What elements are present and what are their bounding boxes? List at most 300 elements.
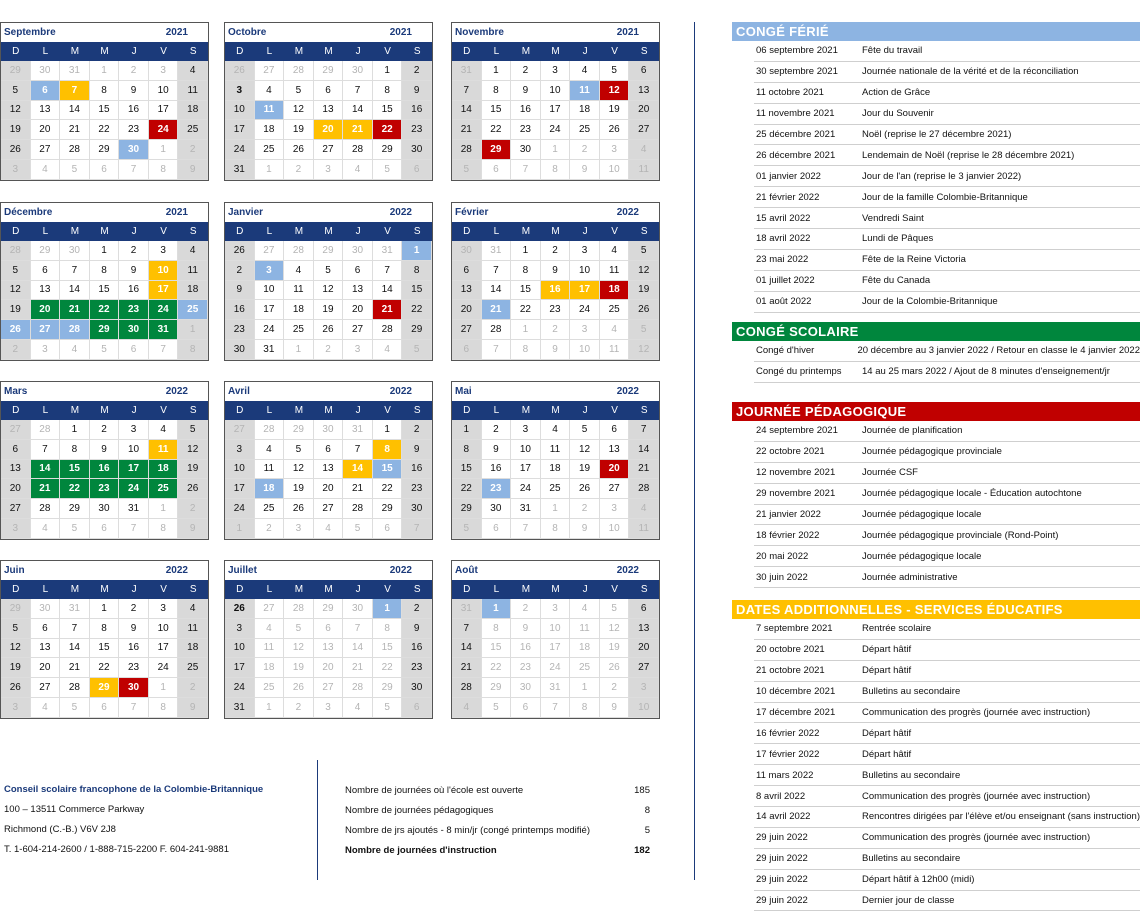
day-cell: 23 bbox=[482, 479, 512, 499]
day-cell: 3 bbox=[1, 160, 31, 180]
day-cell: 31 bbox=[452, 61, 482, 81]
day-cell: 6 bbox=[373, 519, 403, 539]
day-cell: 13 bbox=[31, 639, 61, 659]
month-calendar bbox=[451, 202, 660, 361]
legend-date: 30 juin 2022 bbox=[756, 571, 808, 583]
day-cell: 14 bbox=[31, 460, 61, 480]
legend-date: 17 février 2022 bbox=[756, 748, 820, 760]
day-cell: 9 bbox=[225, 281, 255, 301]
day-cell: 11 bbox=[255, 101, 285, 121]
weekday-label: L bbox=[266, 584, 273, 595]
day-cell: 24 bbox=[119, 479, 149, 499]
weekday-label: D bbox=[12, 46, 20, 57]
month-header bbox=[225, 561, 432, 580]
day-cell: 18 bbox=[149, 460, 179, 480]
day-cell: 19 bbox=[600, 101, 630, 121]
legend-date: 25 décembre 2021 bbox=[756, 129, 836, 140]
legend-row bbox=[754, 505, 1140, 526]
legend-date: 22 octobre 2021 bbox=[756, 446, 825, 458]
day-cell: 4 bbox=[452, 698, 482, 718]
weekday-label: V bbox=[160, 226, 167, 237]
legend-description: Journée pédagogique provinciale (Rond-Point) bbox=[862, 529, 1059, 541]
day-cell: 13 bbox=[629, 81, 659, 101]
weekday-label: M bbox=[521, 46, 531, 57]
day-cell: 28 bbox=[373, 320, 403, 340]
day-cell: 13 bbox=[452, 281, 482, 301]
weekday-label: D bbox=[463, 584, 471, 595]
day-cell: 6 bbox=[600, 420, 630, 440]
day-cell: 11 bbox=[600, 340, 630, 360]
day-grid bbox=[225, 599, 432, 718]
day-cell: 7 bbox=[149, 340, 179, 360]
day-cell: 5 bbox=[284, 440, 314, 460]
day-cell: 2 bbox=[284, 160, 314, 180]
day-cell: 2 bbox=[119, 599, 149, 619]
weekday-label: D bbox=[12, 584, 20, 595]
address-line-1: 100 – 13511 Commerce Parkway bbox=[4, 804, 145, 815]
weekday-header-row bbox=[225, 580, 432, 599]
day-cell: 20 bbox=[452, 300, 482, 320]
day-cell: 17 bbox=[511, 460, 541, 480]
day-cell: 26 bbox=[284, 678, 314, 698]
weekday-header-row bbox=[225, 222, 432, 241]
day-cell: 18 bbox=[255, 479, 285, 499]
day-cell: 20 bbox=[31, 120, 61, 140]
day-cell: 27 bbox=[1, 499, 31, 519]
weekday-label: L bbox=[266, 226, 273, 237]
day-cell: 21 bbox=[60, 120, 90, 140]
weekday-header-row bbox=[452, 401, 659, 420]
day-cell: 25 bbox=[255, 678, 285, 698]
day-cell: 22 bbox=[373, 120, 403, 140]
legend-date: 14 avril 2022 bbox=[756, 811, 811, 823]
legend-row bbox=[754, 463, 1140, 484]
vertical-divider bbox=[694, 22, 695, 880]
day-cell: 27 bbox=[31, 320, 61, 340]
day-cell: 20 bbox=[629, 101, 659, 121]
day-cell: 3 bbox=[225, 440, 255, 460]
day-cell: 8 bbox=[373, 440, 403, 460]
day-cell: 27 bbox=[255, 61, 285, 81]
day-cell: 16 bbox=[119, 101, 149, 121]
day-cell: 1 bbox=[482, 599, 512, 619]
weekday-label: S bbox=[413, 405, 421, 416]
day-cell: 5 bbox=[600, 599, 630, 619]
weekday-label: D bbox=[12, 405, 20, 416]
day-cell: 6 bbox=[314, 619, 344, 639]
legend-row bbox=[754, 125, 1140, 146]
legend-date: 11 novembre 2021 bbox=[756, 108, 835, 120]
weekday-label: J bbox=[131, 226, 137, 237]
legend-description: Journée de planification bbox=[862, 425, 963, 437]
day-cell: 13 bbox=[1, 460, 31, 480]
day-cell: 18 bbox=[178, 639, 208, 659]
day-cell: 28 bbox=[31, 420, 61, 440]
day-cell: 10 bbox=[255, 281, 285, 301]
day-cell: 8 bbox=[373, 81, 403, 101]
day-cell: 5 bbox=[482, 698, 512, 718]
stat-row bbox=[345, 820, 650, 840]
day-cell: 7 bbox=[343, 81, 373, 101]
day-cell: 17 bbox=[225, 120, 255, 140]
legend-description: Départ hâtif bbox=[862, 748, 912, 760]
weekday-label: M bbox=[100, 405, 109, 416]
day-cell: 16 bbox=[482, 460, 512, 480]
day-cell: 23 bbox=[119, 300, 149, 320]
day-cell: 9 bbox=[570, 160, 600, 180]
weekday-label: V bbox=[611, 226, 618, 237]
day-cell: 26 bbox=[314, 320, 344, 340]
day-cell: 19 bbox=[600, 639, 630, 659]
day-cell: 28 bbox=[629, 479, 659, 499]
day-cell: 7 bbox=[119, 698, 149, 718]
month-calendar bbox=[0, 22, 209, 181]
day-cell: 7 bbox=[119, 160, 149, 180]
day-cell: 8 bbox=[90, 261, 120, 281]
day-cell: 26 bbox=[629, 300, 659, 320]
legend-description: Fête du Canada bbox=[862, 275, 931, 287]
day-cell: 14 bbox=[452, 639, 482, 659]
day-cell: 28 bbox=[255, 420, 285, 440]
day-cell: 14 bbox=[373, 281, 403, 301]
day-cell: 15 bbox=[90, 101, 120, 121]
day-cell: 10 bbox=[570, 340, 600, 360]
day-cell: 13 bbox=[629, 619, 659, 639]
weekday-label: M bbox=[551, 405, 560, 416]
day-cell: 28 bbox=[31, 499, 61, 519]
weekday-label: S bbox=[413, 226, 421, 237]
weekday-label: M bbox=[294, 584, 304, 595]
day-cell: 5 bbox=[629, 241, 659, 261]
day-cell: 30 bbox=[511, 678, 541, 698]
day-cell: 23 bbox=[225, 320, 255, 340]
day-cell: 27 bbox=[600, 479, 630, 499]
weekday-label: M bbox=[521, 226, 531, 237]
day-cell: 19 bbox=[284, 479, 314, 499]
weekday-label: D bbox=[463, 226, 471, 237]
day-cell: 4 bbox=[31, 160, 61, 180]
day-cell: 22 bbox=[482, 120, 512, 140]
day-cell: 10 bbox=[119, 440, 149, 460]
day-cell: 29 bbox=[1, 61, 31, 81]
day-cell: 5 bbox=[343, 519, 373, 539]
day-cell: 5 bbox=[60, 519, 90, 539]
weekday-header-row bbox=[452, 222, 659, 241]
weekday-label: S bbox=[189, 226, 197, 237]
day-cell: 6 bbox=[511, 698, 541, 718]
day-cell: 2 bbox=[225, 261, 255, 281]
day-cell: 18 bbox=[178, 101, 208, 121]
section-header: DATES ADDITIONNELLES - SERVICES ÉDUCATIFS bbox=[732, 600, 1140, 619]
day-cell: 13 bbox=[343, 281, 373, 301]
weekday-label: S bbox=[189, 46, 197, 57]
phone-line: T. 1-604-214-2600 / 1-888-715-2200 F. 604-241-9881 bbox=[4, 844, 229, 855]
day-cell: 22 bbox=[60, 479, 90, 499]
weekday-label: M bbox=[294, 405, 304, 416]
day-cell: 9 bbox=[570, 519, 600, 539]
day-cell: 4 bbox=[629, 499, 659, 519]
weekday-label: D bbox=[12, 226, 20, 237]
day-cell: 25 bbox=[284, 320, 314, 340]
day-cell: 18 bbox=[255, 658, 285, 678]
day-cell: 10 bbox=[511, 440, 541, 460]
day-cell: 30 bbox=[402, 499, 432, 519]
day-cell: 5 bbox=[373, 160, 403, 180]
legend-row bbox=[754, 828, 1140, 849]
legend-date: 21 janvier 2022 bbox=[756, 509, 821, 520]
day-cell: 11 bbox=[255, 460, 285, 480]
day-cell: 5 bbox=[90, 340, 120, 360]
day-cell: 8 bbox=[149, 519, 179, 539]
legend-description: Jour de la famille Colombie-Britannique bbox=[862, 191, 1028, 203]
weekday-label: D bbox=[236, 584, 244, 595]
day-cell: 1 bbox=[541, 499, 571, 519]
day-cell: 1 bbox=[482, 61, 512, 81]
day-cell: 9 bbox=[541, 340, 571, 360]
day-cell: 24 bbox=[149, 120, 179, 140]
day-cell: 31 bbox=[511, 499, 541, 519]
day-cell: 31 bbox=[60, 61, 90, 81]
day-cell: 30 bbox=[314, 420, 344, 440]
day-cell: 3 bbox=[629, 678, 659, 698]
day-cell: 27 bbox=[629, 658, 659, 678]
day-cell: 7 bbox=[541, 698, 571, 718]
weekday-label: V bbox=[384, 584, 391, 595]
month-year: 2022 bbox=[165, 565, 188, 576]
weekday-label: L bbox=[42, 584, 49, 595]
day-cell: 19 bbox=[629, 281, 659, 301]
day-cell: 4 bbox=[255, 81, 285, 101]
day-cell: 4 bbox=[343, 160, 373, 180]
day-cell: 27 bbox=[1, 420, 31, 440]
month-header bbox=[1, 23, 208, 42]
day-cell: 14 bbox=[452, 101, 482, 121]
weekday-label: D bbox=[236, 226, 244, 237]
day-grid bbox=[1, 61, 208, 180]
legend-row bbox=[754, 891, 1140, 912]
day-cell: 15 bbox=[452, 460, 482, 480]
stat-label: Nombre de journées d'instruction bbox=[345, 844, 497, 856]
day-cell: 9 bbox=[178, 519, 208, 539]
day-cell: 1 bbox=[178, 320, 208, 340]
weekday-label: L bbox=[42, 226, 49, 237]
day-cell: 11 bbox=[570, 81, 600, 101]
day-cell: 23 bbox=[90, 479, 120, 499]
month-calendar bbox=[451, 381, 660, 540]
day-cell: 30 bbox=[343, 61, 373, 81]
weekday-label: J bbox=[582, 226, 588, 237]
month-calendar bbox=[224, 22, 433, 181]
day-cell: 2 bbox=[511, 61, 541, 81]
month-name: Janvier bbox=[228, 207, 264, 218]
weekday-label: S bbox=[640, 46, 648, 57]
day-cell: 6 bbox=[452, 261, 482, 281]
weekday-label: J bbox=[355, 405, 361, 416]
day-cell: 26 bbox=[225, 61, 255, 81]
day-cell: 28 bbox=[284, 599, 314, 619]
day-cell: 3 bbox=[511, 420, 541, 440]
day-cell: 8 bbox=[452, 440, 482, 460]
day-cell: 14 bbox=[60, 101, 90, 121]
weekday-label: D bbox=[463, 405, 471, 416]
day-cell: 27 bbox=[31, 140, 61, 160]
legend-section bbox=[732, 322, 1140, 383]
month-header bbox=[225, 203, 432, 222]
day-cell: 31 bbox=[373, 241, 403, 261]
day-cell: 16 bbox=[511, 101, 541, 121]
day-cell: 12 bbox=[570, 440, 600, 460]
day-cell: 6 bbox=[314, 440, 344, 460]
legend-date: 15 avril 2022 bbox=[756, 212, 811, 224]
legend-row bbox=[754, 362, 1140, 383]
day-cell: 30 bbox=[31, 61, 61, 81]
day-cell: 11 bbox=[149, 440, 179, 460]
day-cell: 23 bbox=[511, 658, 541, 678]
day-cell: 1 bbox=[149, 499, 179, 519]
day-cell: 1 bbox=[452, 420, 482, 440]
day-cell: 14 bbox=[343, 101, 373, 121]
day-cell: 9 bbox=[178, 698, 208, 718]
day-cell: 30 bbox=[119, 678, 149, 698]
day-cell: 2 bbox=[570, 140, 600, 160]
legend-row bbox=[754, 145, 1140, 166]
legend-date: 01 janvier 2022 bbox=[756, 170, 821, 182]
day-cell: 2 bbox=[570, 499, 600, 519]
day-cell: 1 bbox=[570, 678, 600, 698]
day-cell: 21 bbox=[629, 460, 659, 480]
day-cell: 10 bbox=[600, 519, 630, 539]
day-cell: 17 bbox=[119, 460, 149, 480]
day-cell: 6 bbox=[402, 160, 432, 180]
day-cell: 8 bbox=[482, 81, 512, 101]
day-cell: 5 bbox=[284, 81, 314, 101]
stat-value: 8 bbox=[644, 804, 650, 816]
day-cell: 27 bbox=[314, 140, 344, 160]
weekday-header-row bbox=[452, 580, 659, 599]
legend-row bbox=[754, 104, 1140, 125]
day-cell: 3 bbox=[284, 519, 314, 539]
weekday-label: S bbox=[640, 405, 648, 416]
day-cell: 26 bbox=[284, 140, 314, 160]
day-cell: 15 bbox=[482, 101, 512, 121]
day-cell: 31 bbox=[225, 160, 255, 180]
month-name: Juin bbox=[4, 565, 25, 576]
weekday-label: S bbox=[640, 226, 648, 237]
stat-label: Nombre de jrs ajoutés - 8 min/jr (congé printemps modifié) bbox=[345, 824, 590, 836]
day-cell: 9 bbox=[119, 81, 149, 101]
day-cell: 9 bbox=[90, 440, 120, 460]
weekday-header-row bbox=[225, 401, 432, 420]
day-cell: 7 bbox=[60, 619, 90, 639]
day-cell: 29 bbox=[1, 599, 31, 619]
day-cell: 29 bbox=[314, 61, 344, 81]
month-calendar bbox=[224, 202, 433, 361]
day-cell: 21 bbox=[343, 658, 373, 678]
day-cell: 7 bbox=[343, 440, 373, 460]
day-cell: 4 bbox=[31, 519, 61, 539]
legend-row bbox=[754, 292, 1140, 313]
day-cell: 11 bbox=[178, 619, 208, 639]
day-cell: 11 bbox=[570, 619, 600, 639]
day-cell: 2 bbox=[178, 140, 208, 160]
day-cell: 27 bbox=[255, 599, 285, 619]
day-cell: 20 bbox=[629, 639, 659, 659]
day-cell: 30 bbox=[511, 140, 541, 160]
month-header bbox=[452, 203, 659, 222]
weekday-header-row bbox=[1, 222, 208, 241]
day-cell: 28 bbox=[343, 678, 373, 698]
day-cell: 30 bbox=[343, 599, 373, 619]
legend-row bbox=[754, 744, 1140, 765]
day-cell: 30 bbox=[225, 340, 255, 360]
day-cell: 9 bbox=[178, 160, 208, 180]
day-cell: 2 bbox=[1, 340, 31, 360]
day-cell: 22 bbox=[452, 479, 482, 499]
day-cell: 16 bbox=[119, 281, 149, 301]
legend-date: 30 septembre 2021 bbox=[756, 66, 838, 78]
day-cell: 4 bbox=[178, 599, 208, 619]
weekday-label: J bbox=[582, 584, 588, 595]
day-cell: 10 bbox=[541, 619, 571, 639]
legend-description: Noël (reprise le 27 décembre 2021) bbox=[862, 129, 1012, 140]
weekday-header-row bbox=[1, 580, 208, 599]
day-cell: 8 bbox=[511, 261, 541, 281]
legend-row bbox=[754, 807, 1140, 828]
weekday-label: S bbox=[189, 405, 197, 416]
legend-row bbox=[754, 525, 1140, 546]
day-cell: 22 bbox=[511, 300, 541, 320]
day-cell: 1 bbox=[284, 340, 314, 360]
month-year: 2022 bbox=[616, 386, 639, 397]
legend-date: 29 novembre 2021 bbox=[756, 488, 836, 500]
day-cell: 28 bbox=[60, 140, 90, 160]
legend-description: Journée pédagogique locale bbox=[862, 550, 982, 562]
legend-row bbox=[754, 723, 1140, 744]
day-cell: 6 bbox=[629, 599, 659, 619]
stat-value: 185 bbox=[634, 784, 650, 796]
day-cell: 27 bbox=[343, 320, 373, 340]
day-cell: 2 bbox=[482, 420, 512, 440]
legend-description: Jour du Souvenir bbox=[862, 108, 934, 120]
day-cell: 7 bbox=[452, 81, 482, 101]
day-cell: 31 bbox=[149, 320, 179, 340]
day-cell: 18 bbox=[570, 101, 600, 121]
day-cell: 3 bbox=[600, 499, 630, 519]
weekday-label: L bbox=[493, 46, 500, 57]
day-cell: 29 bbox=[90, 678, 120, 698]
day-cell: 25 bbox=[570, 658, 600, 678]
legend-row bbox=[754, 682, 1140, 703]
month-name: Mars bbox=[4, 386, 28, 397]
month-header bbox=[1, 561, 208, 580]
weekday-label: D bbox=[236, 405, 244, 416]
month-calendar bbox=[451, 560, 660, 719]
month-header bbox=[452, 382, 659, 401]
day-cell: 29 bbox=[373, 140, 403, 160]
legend-description: Jour de l'an (reprise le 3 janvier 2022) bbox=[862, 170, 1022, 182]
day-cell: 2 bbox=[178, 499, 208, 519]
legend-date: 20 octobre 2021 bbox=[756, 644, 825, 656]
legend-description: Lendemain de Noël (reprise le 28 décembre 2021) bbox=[862, 149, 1075, 161]
day-cell: 7 bbox=[482, 340, 512, 360]
day-cell: 7 bbox=[343, 619, 373, 639]
day-cell: 1 bbox=[402, 241, 432, 261]
month-year: 2022 bbox=[165, 386, 188, 397]
month-name: Mai bbox=[455, 386, 472, 397]
section-header: CONGÉ SCOLAIRE bbox=[732, 322, 1140, 341]
legend-description: Départ hâtif bbox=[862, 727, 912, 739]
day-cell: 2 bbox=[119, 241, 149, 261]
